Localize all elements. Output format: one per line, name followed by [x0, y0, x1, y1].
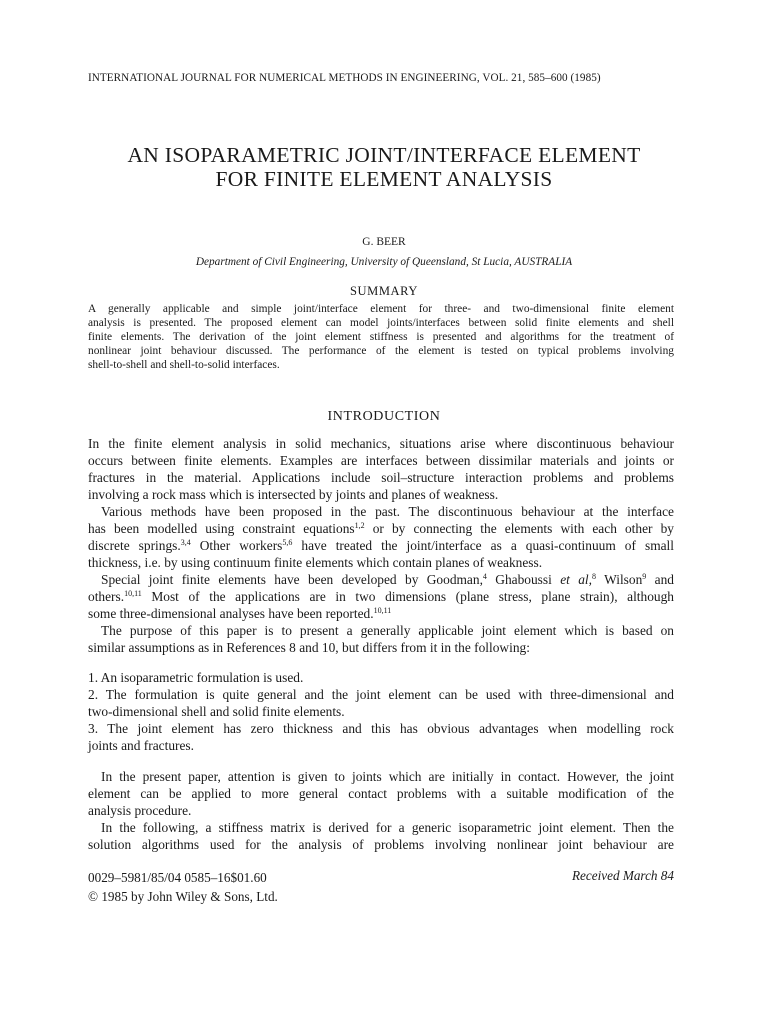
citation-superscript: 3,4	[180, 538, 191, 547]
body-text: and	[646, 572, 675, 587]
copyright-notice: © 1985 by John Wiley & Sons, Ltd.	[88, 889, 278, 904]
author-name: G. BEER	[362, 236, 406, 248]
citation-superscript: 4	[482, 572, 487, 581]
body-line: involving a rock mass which is intersected by joints and planes of weakness.	[88, 487, 499, 502]
title-line-1: AN ISOPARAMETRIC JOINT/INTERFACE ELEMENT	[127, 143, 641, 167]
list-item: 1. An isoparametric formulation is used.	[88, 670, 304, 685]
citation-superscript: 10,11	[124, 589, 142, 598]
body-text: others.	[88, 589, 125, 604]
list-item: 2. The formulation is quite general and the joint element can be used with three-dimensional and	[88, 687, 674, 702]
list-item: two-dimensional shell and solid finite elements.	[88, 704, 345, 719]
body-text: Ghaboussi	[486, 572, 561, 587]
body-text: have treated the joint/interface as a quasi-continuum of small	[292, 538, 674, 553]
summary-heading: SUMMARY	[349, 284, 419, 298]
footer-publication-info	[88, 868, 278, 906]
body-line: thickness, i.e. by using continuum finite elements which contain planes of weakness.	[88, 555, 543, 570]
journal-header: INTERNATIONAL JOURNAL FOR NUMERICAL METHODS IN ENGINEERING, VOL. 21, 585–600 (1985)	[88, 72, 601, 84]
citation-superscript: 9	[642, 572, 647, 581]
citation-superscript: 5,6	[282, 538, 293, 547]
body-line	[88, 588, 674, 605]
introduction-heading: INTRODUCTION	[327, 409, 441, 424]
article-code: 0029–5981/85/04 0585–16$01.60	[88, 870, 267, 885]
body-line	[88, 537, 674, 554]
body-text: discrete springs.	[88, 538, 181, 553]
body-line: solution algorithms used for the analysis of problems involving nonlinear joint behaviour are	[88, 837, 674, 852]
body-line: The purpose of this paper is to present a generally applicable joint element which is based on	[101, 623, 674, 638]
body-line: In the following, a stiffness matrix is derived for a generic isoparametric joint element. Then the	[101, 820, 674, 835]
body-text: Other workers	[190, 538, 283, 553]
body-line	[88, 520, 674, 537]
body-text: some three-dimensional analyses have been reported.	[88, 606, 374, 621]
summary-line: finite elements. The derivation of the joint element stiffness is presented and algorithms for the treatment of	[88, 331, 674, 343]
body-line	[88, 605, 674, 622]
body-text: Special joint finite elements have been developed by Goodman,	[101, 572, 483, 587]
body-text: or by connecting the elements with each other by	[364, 521, 674, 536]
paper-title	[40, 143, 728, 191]
body-line: fractures in the material. Applications include soil–structure interaction problems and problems	[88, 470, 674, 485]
list-item: joints and fractures.	[88, 738, 194, 753]
list-item: 3. The joint element has zero thickness and this has obvious advantages when modelling rock	[88, 721, 674, 736]
body-text: Wilson	[596, 572, 643, 587]
title-line-2: FOR FINITE ELEMENT ANALYSIS	[215, 167, 553, 191]
body-line: In the finite element analysis in solid mechanics, situations arise where discontinuous behaviour	[88, 436, 674, 451]
body-line: similar assumptions as in References 8 and 10, but differs from it in the following:	[88, 640, 530, 655]
body-line: occurs between finite elements. Examples are interfaces between dissimilar materials and joints or	[88, 453, 674, 468]
received-date: Received March 84	[571, 868, 674, 883]
citation-superscript: 8	[592, 572, 597, 581]
body-text-italic: et al,	[560, 572, 593, 587]
body-line: analysis procedure.	[88, 803, 192, 818]
body-text: has been modelled using constraint equations	[88, 521, 355, 536]
summary-line: shell-to-shell and shell-to-solid interfaces.	[88, 359, 280, 371]
body-line	[88, 571, 674, 588]
body-text: Most of the applications are in two dimensions (plane stress, plane strain), although	[141, 589, 674, 604]
summary-line: analysis is presented. The proposed element can model joints/interfaces between solid finite elements and shell	[88, 317, 674, 329]
citation-superscript: 1,2	[354, 521, 365, 530]
citation-superscript: 10,11	[373, 606, 392, 615]
body-line: In the present paper, attention is given to joints which are initially in contact. However, the joint	[101, 769, 674, 784]
summary-line: nonlinear joint behaviour discussed. The performance of the element is tested on typical problems involving	[88, 345, 674, 357]
summary-line: A generally applicable and simple joint/interface element for three- and two-dimensional finite element	[88, 303, 674, 315]
body-line: Various methods have been proposed in the past. The discontinuous behaviour at the interface	[101, 504, 674, 519]
body-line: element can be applied to more general contact problems with a suitable modification of the	[88, 786, 674, 801]
author-affiliation: Department of Civil Engineering, University of Queensland, St Lucia, AUSTRALIA	[195, 256, 573, 268]
